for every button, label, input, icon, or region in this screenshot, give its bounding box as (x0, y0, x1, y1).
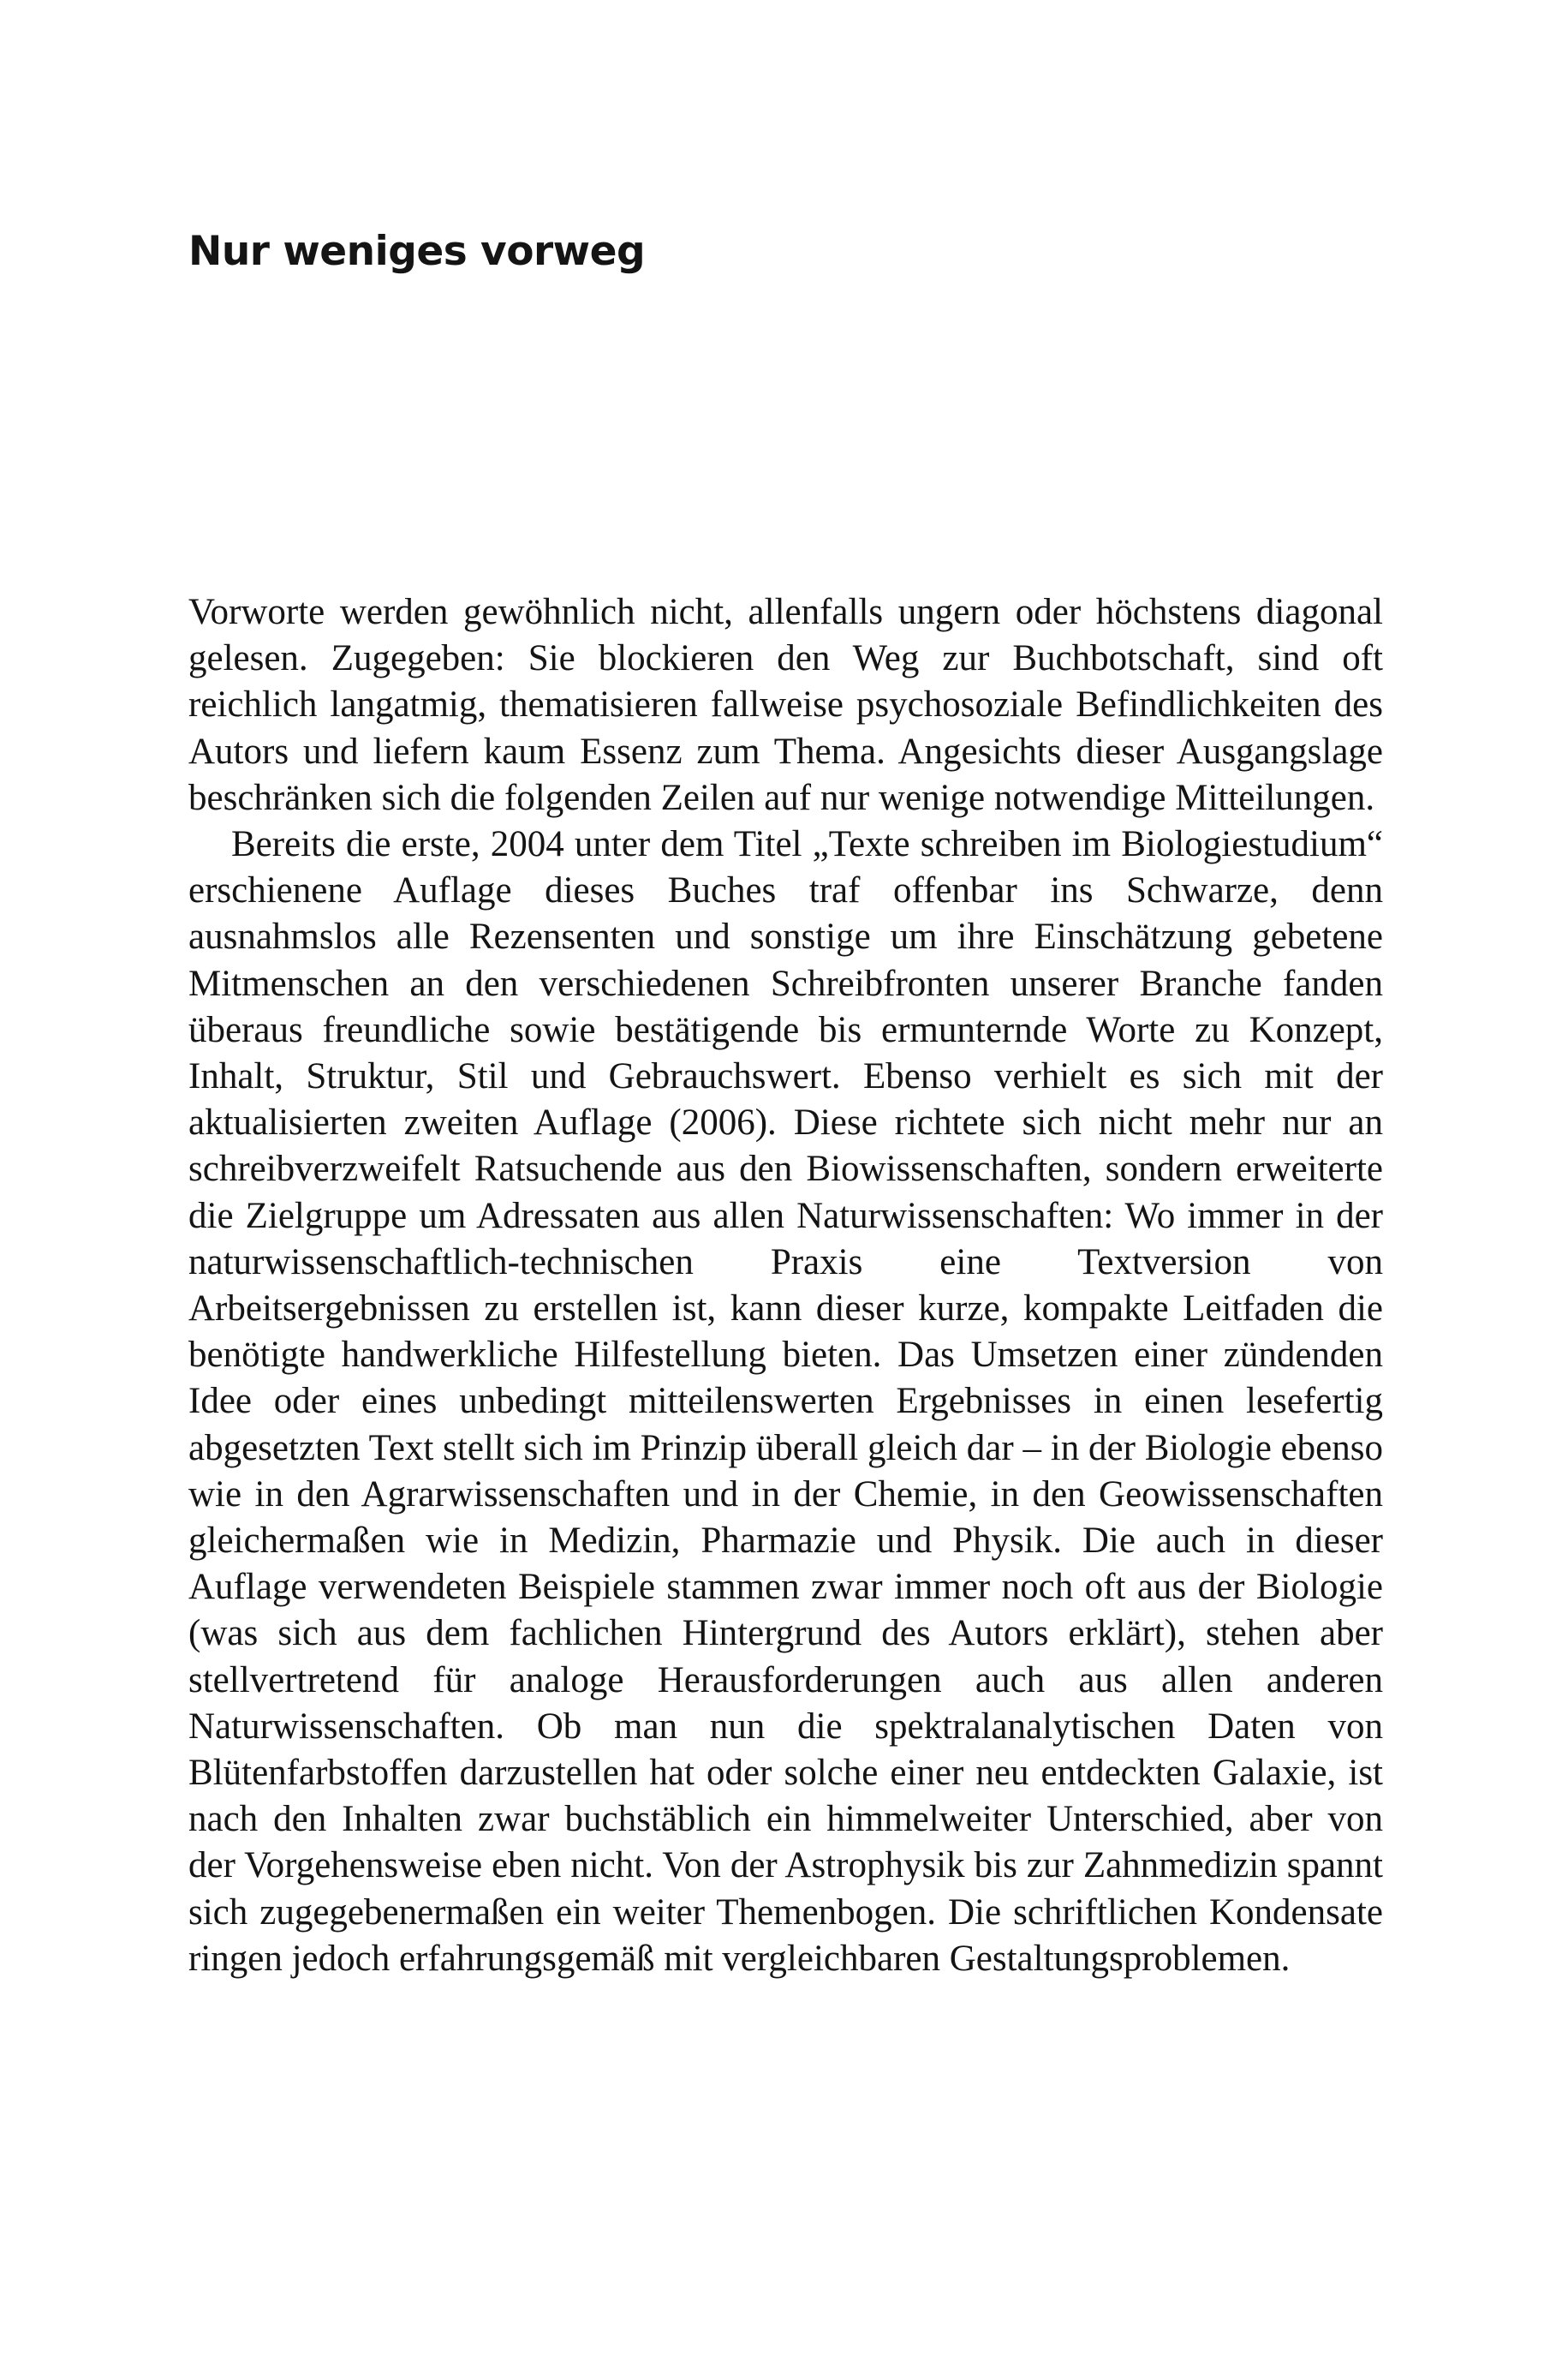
paragraph-intro: Vorworte werden gewöhnlich nicht, allenfalls ungern oder höchstens diagonal gelesen. Zugegeben: Sie blockieren den Weg zur Buchbotschaft, sind oft reichlich langatmig, thematisieren fallweise psychosoziale Befindlichkeiten des Autors und liefern kaum Essenz zum Thema. Angesichts dieser Ausgangslage beschränken sich die folgenden Zeilen auf nur wenige notwendige Mitteilungen. (188, 592, 1383, 818)
body-text (188, 589, 1383, 1982)
page-title: Nur weniges vorweg (188, 228, 646, 275)
paragraph-main: Bereits die erste, 2004 unter dem Titel „Texte schreiben im Biologiestudium“ erschienene Auflage dieses Buches traf offenbar ins Schwarze, denn ausnahmslos alle Rezensenten und sonstige um ihre Einschätzung gebetene Mitmenschen an den verschiedenen Schreibfronten unserer Branche fanden überaus freundliche sowie bestätigende bis ermunternde Worte zu Konzept, Inhalt, Struktur, Stil und Gebrauchswert. Ebenso verhielt es sich mit der aktualisierten zweiten Auflage (2006). Diese richtete sich nicht mehr nur an schreibverzweifelt Ratsuchende aus den Biowissenschaften, sondern erweiterte die Zielgruppe um Adressaten aus allen Naturwissenschaften: Wo immer in der naturwissenschaftlich-technischen Praxis eine Textversion von Arbeitsergebnissen zu erstellen ist, kann dieser kurze, kompakte Leitfaden die benötigte handwerkliche Hilfestellung bieten. Das Umsetzen einer zündenden Idee oder eines unbedingt mitteilenswerten Ergebnisses in einen lesefertig abgesetzten Text stellt sich im Prinzip überall gleich dar – in der Biologie ebenso wie in den Agrarwissenschaften und in der Chemie, in den Geowissenschaften gleichermaßen wie in Medizin, Pharmazie und Physik. Die auch in dieser Auflage verwendeten Beispiele stammen zwar immer noch oft aus der Biologie (was sich aus dem fachlichen Hintergrund des Autors erklärt), stehen aber stellvertretend für analoge Herausforderungen auch aus allen anderen Naturwissenschaften. Ob man nun die spektralanalytischen Daten von Blütenfarbstoffen darzustellen hat oder solche einer neu entdeckten Galaxie, ist nach den Inhalten zwar buchstäblich ein himmelweiter Unterschied, aber von der Vorgehensweise eben nicht. Von der Astrophysik bis zur Zahnmedizin spannt sich zugegebenermaßen ein weiter Themenbogen. Die schriftlichen Kondensate ringen jedoch erfahrungsgemäß mit vergleichbaren Gestaltungsproblemen. (188, 824, 1383, 1979)
